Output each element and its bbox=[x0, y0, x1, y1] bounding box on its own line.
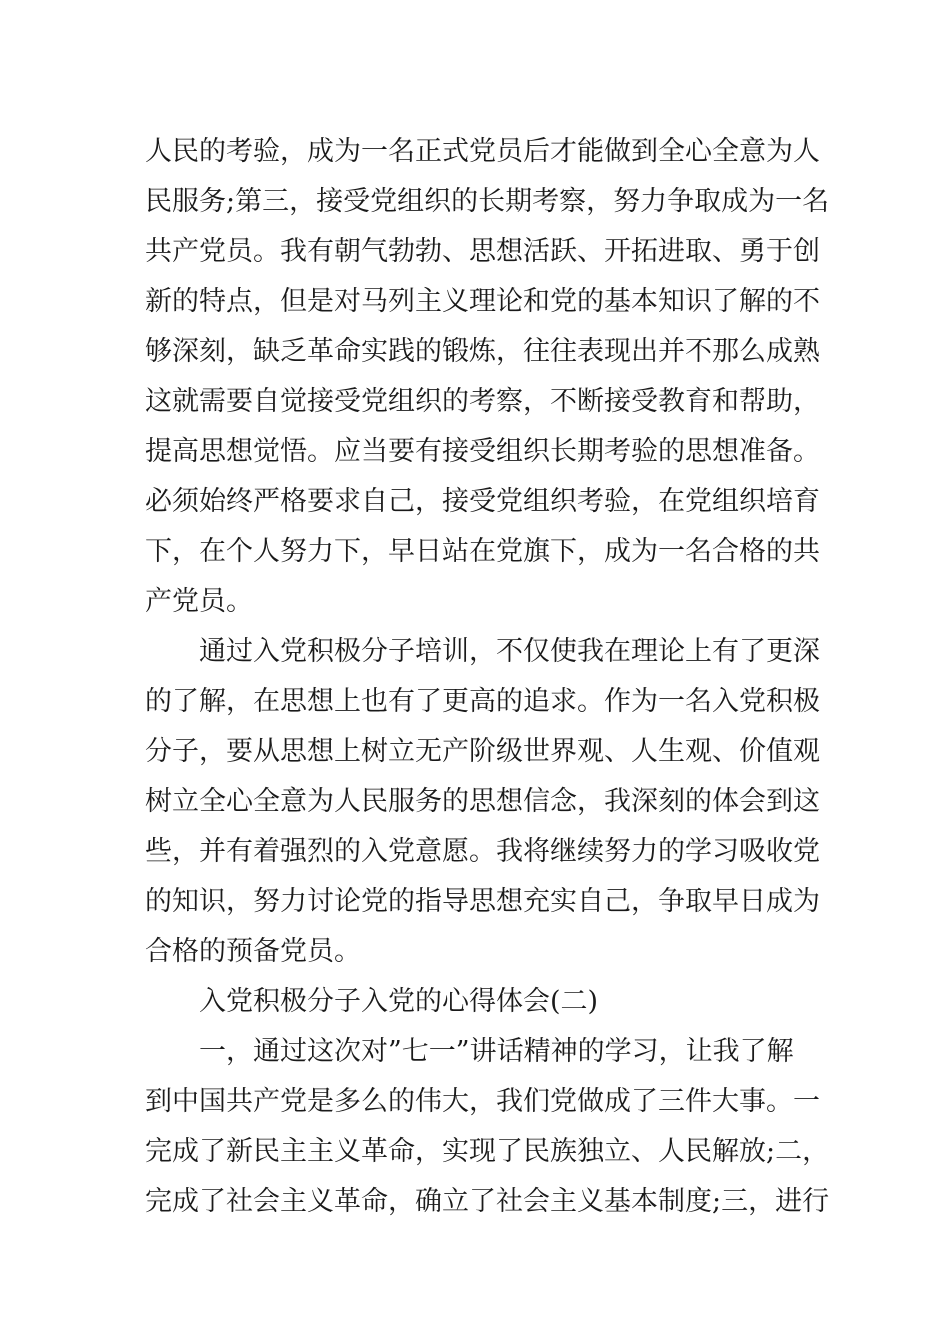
text-line: 必须始终严格要求自己，接受党组织考验，在党组织培育 bbox=[145, 486, 820, 517]
text-line: 分子，要从思想上树立无产阶级世界观、人生观、价值观 bbox=[145, 736, 820, 767]
text-line: 这就需要自觉接受党组织的考察，不断接受教育和帮助， bbox=[145, 386, 820, 417]
text-line: 合格的预备党员。 bbox=[145, 936, 361, 967]
text-line: 新的特点，但是对马列主义理论和党的基本知识了解的不 bbox=[145, 286, 820, 317]
text-line: 够深刻，缺乏革命实践的锻炼，往往表现出并不那么成熟 bbox=[145, 336, 820, 367]
text-line: 树立全心全意为人民服务的思想信念，我深刻的体会到这 bbox=[145, 786, 820, 817]
text-line: 的了解，在思想上也有了更高的追求。作为一名入党积极 bbox=[145, 686, 820, 717]
paragraph-first-line: 通过入党积极分子培训，不仅使我在理论上有了更深 bbox=[199, 636, 820, 667]
text-line: 完成了社会主义革命，确立了社会主义基本制度;三，进行 bbox=[145, 1186, 830, 1217]
document-body bbox=[145, 127, 830, 1227]
section-heading: 入党积极分子入党的心得体会(二) bbox=[199, 986, 599, 1017]
text-line: 提高思想觉悟。应当要有接受组织长期考验的思想准备。 bbox=[145, 436, 820, 467]
paragraph-first-line: 一，通过这次对”七一”讲话精神的学习，让我了解 bbox=[199, 1036, 794, 1067]
text-line: 共产党员。我有朝气勃勃、思想活跃、开拓进取、勇于创 bbox=[145, 236, 820, 267]
text-line: 民服务;第三，接受党组织的长期考察，努力争取成为一名 bbox=[145, 186, 830, 217]
text-line: 人民的考验，成为一名正式党员后才能做到全心全意为人 bbox=[145, 136, 820, 167]
text-line: 到中国共产党是多么的伟大，我们党做成了三件大事。一 bbox=[145, 1086, 820, 1117]
text-line: 完成了新民主主义革命，实现了民族独立、人民解放;二， bbox=[145, 1136, 830, 1167]
text-line: 下，在个人努力下，早日站在党旗下，成为一名合格的共 bbox=[145, 536, 820, 567]
text-line: 产党员。 bbox=[145, 586, 253, 617]
text-line: 的知识，努力讨论党的指导思想充实自己，争取早日成为 bbox=[145, 886, 820, 917]
text-line: 些，并有着强烈的入党意愿。我将继续努力的学习吸收党 bbox=[145, 836, 820, 867]
